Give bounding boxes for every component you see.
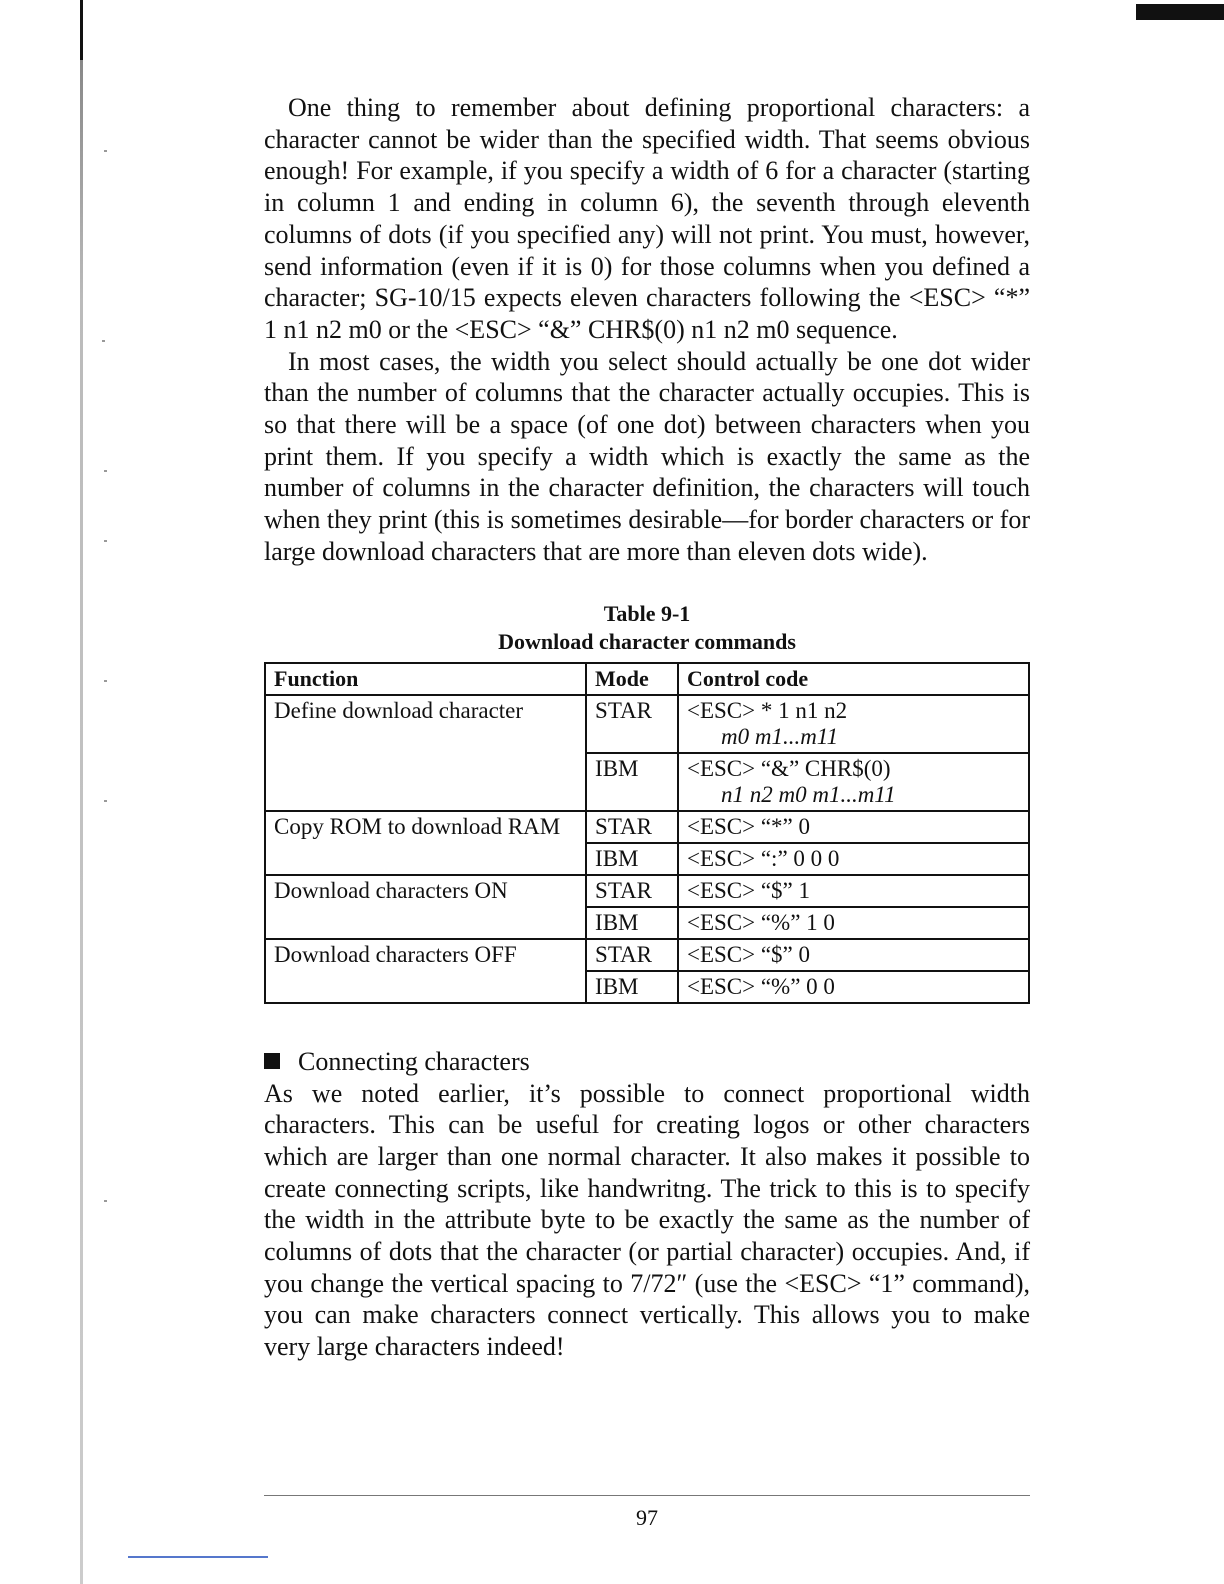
section-heading-text: Connecting characters <box>298 1046 530 1076</box>
scan-speck <box>104 1200 107 1202</box>
mode-cell: IBM <box>586 753 678 811</box>
footer-rule <box>264 1495 1030 1496</box>
mode-cell: STAR <box>586 939 678 971</box>
table-caption <box>264 600 1030 656</box>
table-row <box>265 875 1029 907</box>
page-number: 97 <box>636 1505 658 1530</box>
table-row <box>265 695 1029 753</box>
corner-scan-mark <box>1136 4 1224 20</box>
table-title: Download character commands <box>498 628 796 654</box>
mode-cell: IBM <box>586 971 678 1003</box>
control-code-continuation: m0 m1...m11 <box>720 723 839 749</box>
section-heading <box>264 1046 1030 1078</box>
control-code-text: <ESC> * 1 n1 n2 <box>686 697 848 723</box>
mode-cell: STAR <box>586 695 678 753</box>
header-mode: Mode <box>586 663 678 695</box>
square-bullet-icon <box>264 1053 280 1069</box>
control-code-cell: <ESC> “*” 0 <box>678 811 1029 843</box>
scan-speck <box>104 470 107 472</box>
control-code-cell <box>678 753 1029 811</box>
control-code-cell: <ESC> “%” 1 0 <box>678 907 1029 939</box>
table-label: Table 9-1 <box>603 600 691 626</box>
scan-bottom-mark <box>128 1556 268 1558</box>
control-code-text: <ESC> “&” CHR$(0) <box>686 755 891 781</box>
scan-speck <box>104 680 107 682</box>
table-header-row <box>265 663 1029 695</box>
mode-cell: STAR <box>586 875 678 907</box>
mode-cell: IBM <box>586 907 678 939</box>
control-code-continuation: n1 n2 m0 m1...m11 <box>720 781 896 807</box>
control-code-cell: <ESC> “:” 0 0 0 <box>678 843 1029 875</box>
paragraph-width-selection: In most cases, the width you select should actually be one dot wider than the number of columns that the character actually occupies. This is so that there will be a space (of one dot) between characters when you print them. If you specify a width which is exactly the same as the number of columns in the character definition, the characters will touch when they print (this is sometimes desirable—for border characters or for large download characters that are more than eleven dots wide). <box>264 346 1030 566</box>
function-cell: Download characters OFF <box>265 939 586 1003</box>
page-content <box>264 92 1030 1363</box>
control-code-cell: <ESC> “$” 1 <box>678 875 1029 907</box>
paragraph-connecting-characters: As we noted earlier, it’s possible to connect proportional width characters. This can be useful for creating logos or other characters which are larger than one normal character. It also makes it possible to create connecting scripts, like handwritng. The trick to this is to specify the width in the attribute byte to be exactly the same as the number of columns of dots that the character (or partial character) occupies. And, if you change the vertical spacing to 7/72″ (use the <ESC> “1” command), you can make characters connect vertically. This allows you to make very large characters indeed! <box>264 1078 1030 1362</box>
scan-speck <box>104 150 107 152</box>
scan-speck <box>104 540 107 542</box>
scan-binding-edge <box>80 0 83 1584</box>
download-commands-table <box>264 662 1030 1004</box>
function-cell: Copy ROM to download RAM <box>265 811 586 875</box>
scan-speck <box>104 800 107 802</box>
table-row <box>265 939 1029 971</box>
function-cell: Define download character <box>265 695 586 811</box>
scan-speck <box>102 340 105 342</box>
header-function: Function <box>265 663 586 695</box>
control-code-cell: <ESC> “$” 0 <box>678 939 1029 971</box>
mode-cell: STAR <box>586 811 678 843</box>
table-row <box>265 811 1029 843</box>
function-cell: Download characters ON <box>265 875 586 939</box>
mode-cell: IBM <box>586 843 678 875</box>
control-code-cell: <ESC> “%” 0 0 <box>678 971 1029 1003</box>
header-control-code: Control code <box>678 663 1029 695</box>
paragraph-proportional-width: One thing to remember about defining proportional characters: a character cannot be wider than the specified width. That seems obvious enough! For example, if you specify a width of 6 for a character (starting in column 1 and ending in column 6), the seventh through eleventh columns of dots (if you specified any) will not print. You must, however, send information (even if it is 0) for those columns when you defined a character; SG-10/15 expects eleven characters following the <ESC> “*” 1 n1 n2 m0 or the <ESC> “&” CHR$(0) n1 n2 m0 sequence. <box>264 93 1030 344</box>
control-code-cell <box>678 695 1029 753</box>
